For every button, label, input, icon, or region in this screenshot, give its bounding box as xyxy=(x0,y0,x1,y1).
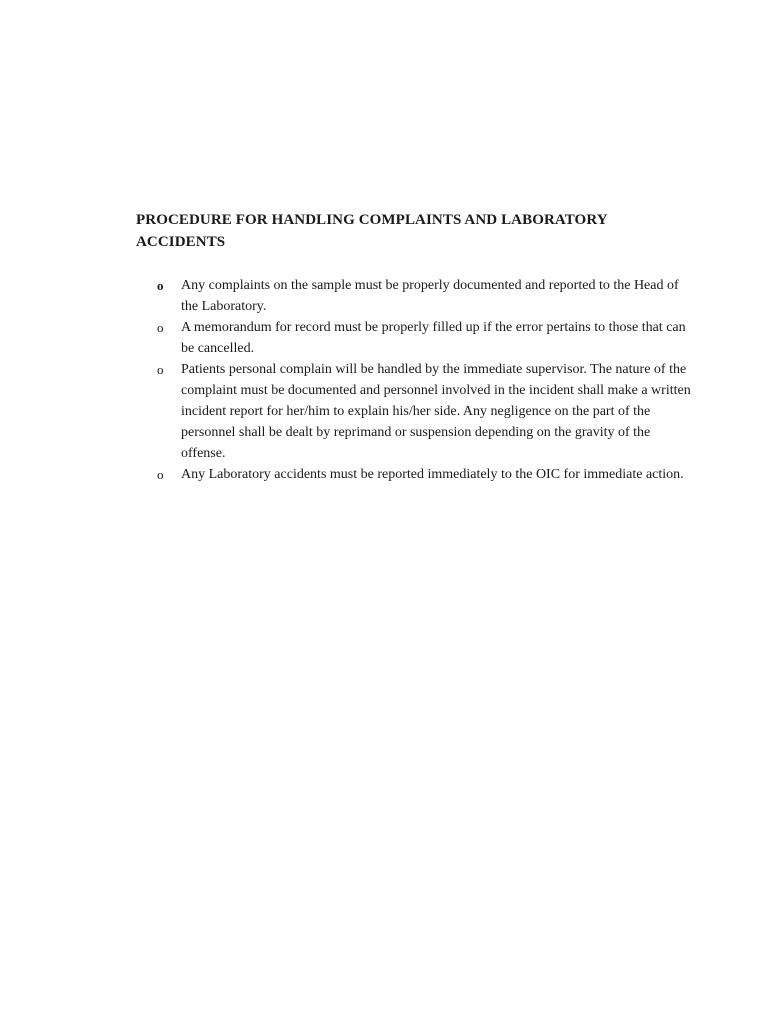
document-heading: PROCEDURE FOR HANDLING COMPLAINTS AND LABORATORY ACCIDENTS xyxy=(136,212,608,250)
list-item-text: Any Laboratory accidents must be reported immediately to the OIC for immediate action. xyxy=(181,467,684,482)
list-item xyxy=(136,359,696,464)
list-item-text: Any complaints on the sample must be properly documented and reported to the Head of the Laboratory. xyxy=(181,278,679,314)
list-item-text: A memorandum for record must be properly filled up if the error pertains to those that can be cancelled. xyxy=(181,320,686,356)
list-item xyxy=(136,317,696,359)
bullet-icon: o xyxy=(157,320,164,335)
bullet-icon: o xyxy=(157,467,164,482)
procedure-list xyxy=(136,275,696,485)
document-content xyxy=(136,209,696,485)
list-item xyxy=(136,275,696,317)
bullet-icon: o xyxy=(157,278,164,293)
list-item-text: Patients personal complain will be handled by the immediate supervisor. The nature of the complaint must be documented and personnel involved in the incident shall make a written incident report for her/him to explain his/her side. Any negligence on the part of the personnel shall be dealt by reprimand or suspension depending on the gravity of the offense. xyxy=(181,362,691,461)
list-item xyxy=(136,464,696,485)
bullet-icon: o xyxy=(157,362,164,377)
